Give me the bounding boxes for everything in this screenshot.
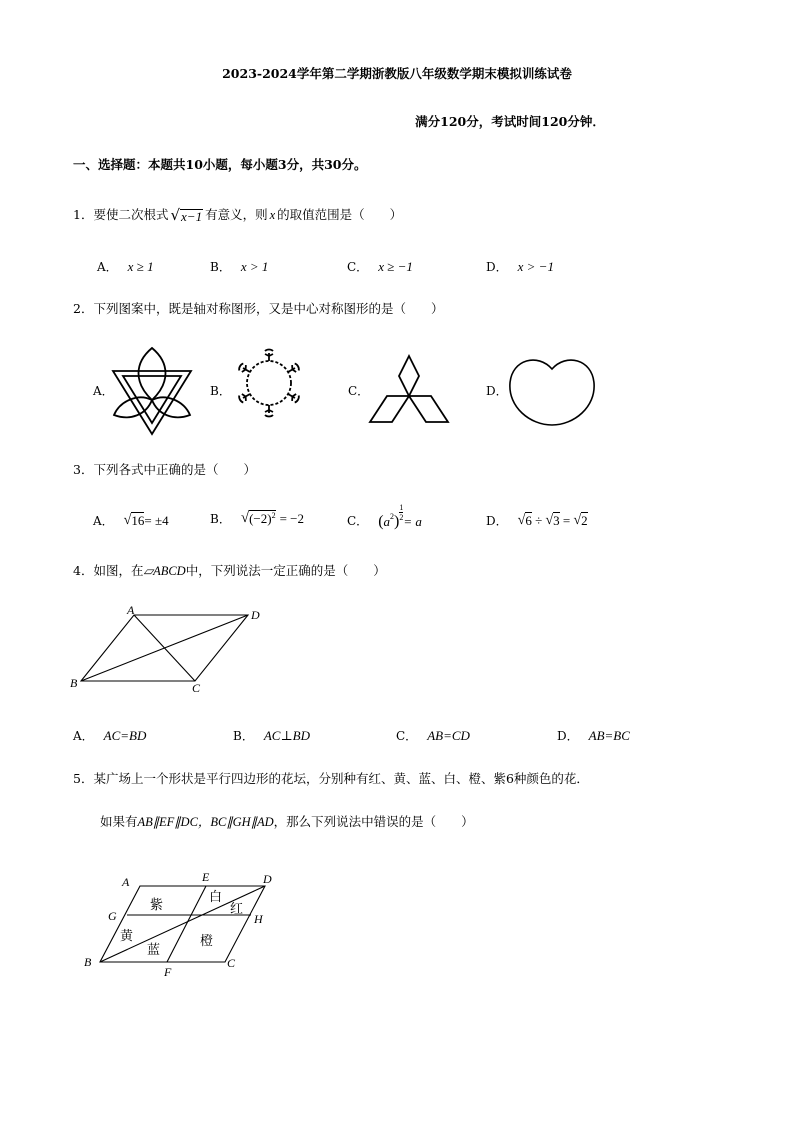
q4-pre: 4．如图，在: [73, 563, 144, 578]
q5-line-ef: [167, 886, 206, 962]
q4-point-d: D: [251, 608, 260, 622]
q5-point-f: F: [164, 965, 172, 979]
q5-point-h: H: [254, 912, 263, 926]
option-text: AC=BD: [103, 727, 147, 743]
option-text: AB=BC: [588, 727, 630, 743]
option-label: B．: [233, 729, 254, 743]
q5-point-a: A: [122, 875, 130, 889]
q3-option-c[interactable]: [347, 503, 422, 530]
q4-option-b[interactable]: [233, 727, 310, 744]
sqrt-sign: √: [545, 513, 554, 528]
q3-a-rest: = ±4: [144, 513, 169, 528]
q3-d-rad3: 2: [581, 513, 588, 528]
question-3-stem: 3．下列各式中正确的是（ ）: [73, 462, 256, 477]
q3-b-radicand: (−2): [249, 511, 272, 526]
q3-c-base: a: [383, 513, 391, 529]
question-4-stem: [73, 565, 386, 578]
q1-radicand: x−1: [181, 209, 203, 224]
q3-c-num: 1: [399, 503, 404, 512]
q1-option-b[interactable]: [210, 258, 268, 275]
q3-c-expr: [378, 503, 422, 531]
q3-b-rest: = −2: [279, 511, 304, 526]
q5-point-e: E: [202, 870, 210, 884]
option-text: x ≥ 1: [127, 258, 154, 274]
q4-diagonal-bd: [81, 615, 248, 681]
q4-shape: ▱ABCD: [143, 564, 186, 578]
option-label: A．: [73, 729, 94, 743]
q1-pre: 1．要使二次根式: [73, 207, 169, 223]
q5-region-orange: 橙: [200, 933, 214, 948]
q5-region-yellow: 黄: [120, 928, 134, 943]
q5-math: AB∥EF∥DC，BC∥GH∥AD: [137, 815, 274, 829]
q3-option-a[interactable]: [93, 512, 169, 529]
question-2-stem: 2．下列图案中，既是轴对称图形，又是中心对称图形的是（ ）: [73, 301, 444, 316]
q3-d-eq: =: [559, 513, 574, 528]
q5-region-red: 红: [230, 901, 244, 916]
q2-figure-a: [110, 345, 194, 435]
option-label: C．: [347, 260, 369, 274]
q3-a-expr: [124, 512, 169, 529]
q2-figure-d: [508, 355, 596, 427]
q4-point-a: A: [127, 603, 135, 617]
exam-title: 2023-2024学年第二学期浙教版八年级数学期末模拟训练试卷: [222, 66, 572, 81]
q2-figure-c: [368, 354, 450, 426]
q2-label-d[interactable]: D．: [486, 384, 508, 398]
q5-region-white: 白: [209, 889, 223, 904]
q3-a-radicand: 16: [131, 513, 145, 528]
paren-close: ): [394, 512, 400, 530]
q5-point-b: B: [84, 955, 92, 969]
q1-option-c[interactable]: [347, 258, 413, 275]
q4-option-c[interactable]: [396, 727, 470, 744]
q5-point-c: C: [227, 956, 236, 970]
sqrt-sign: √: [573, 513, 582, 528]
option-label: C．: [347, 514, 369, 528]
q4-point-b: B: [70, 676, 78, 690]
q2-figure-b: [232, 349, 306, 417]
q5-line-bd: [100, 886, 265, 962]
q3-c-rest: = a: [403, 513, 422, 529]
q5-point-d: D: [263, 872, 272, 886]
option-label: A．: [93, 514, 114, 528]
q1-option-a[interactable]: [97, 258, 154, 275]
q5-point-g: G: [108, 909, 117, 923]
q2-label-c[interactable]: C．: [348, 384, 370, 398]
option-label: D．: [486, 260, 508, 274]
sqrt-sign: √: [517, 513, 526, 528]
q3-option-d[interactable]: [486, 512, 588, 529]
exam-subtitle: 满分120分，考试时间120分钟．: [415, 114, 605, 129]
option-text: AB=CD: [427, 727, 470, 743]
q3-b-radicand-box: [249, 510, 276, 527]
q3-option-b[interactable]: [210, 510, 304, 527]
option-text: x > 1: [240, 258, 269, 274]
section-heading: 一、选择题：本题共10小题，每小题3分，共30分。: [73, 157, 367, 172]
option-text: x > −1: [517, 258, 554, 274]
q3-b-expr: [241, 510, 304, 527]
option-label: C．: [396, 729, 418, 743]
q1-radical: [170, 208, 203, 223]
q5-pre: 如果有: [100, 814, 138, 829]
q1-post: 有意义，则: [205, 207, 268, 223]
question-1-stem: [73, 208, 402, 223]
q5-flowerbed-figure: [80, 868, 285, 980]
option-label: D．: [557, 729, 579, 743]
q3-d-expr: [518, 512, 588, 529]
option-text: AC⊥BD: [263, 727, 310, 743]
q3-c-den: 2: [399, 513, 404, 522]
question-5-line1: 5．某广场上一个形状是平行四边形的花坛，分别种有红、黄、蓝、白、橙、紫6种颜色的花．: [73, 771, 589, 786]
q1-var: x: [269, 208, 276, 223]
q3-d-op: ÷: [531, 513, 546, 528]
q5-region-purple: 紫: [150, 897, 164, 912]
q4-option-a[interactable]: [73, 727, 146, 744]
paren-open: (: [378, 512, 384, 530]
option-label: A．: [97, 260, 118, 274]
sqrt-sign: √: [240, 510, 250, 526]
q1-post2: 的取值范围是（ ）: [277, 207, 403, 223]
sqrt-sign: √: [170, 206, 181, 224]
q4-option-d[interactable]: [557, 727, 630, 744]
q4-parallelogram-figure: [65, 603, 275, 695]
q1-option-d[interactable]: [486, 258, 554, 275]
q3-d-rad2: 3: [553, 513, 560, 528]
question-5-line2: [100, 816, 474, 829]
q5-region-blue: 蓝: [147, 942, 161, 957]
option-label: D．: [486, 514, 508, 528]
q3-b-exp: 2: [271, 511, 276, 520]
option-label: B．: [210, 512, 231, 526]
sqrt-sign: √: [123, 513, 132, 528]
q5-post: ，那么下列说法中错误的是（ ）: [273, 814, 474, 829]
q4-post: 中，下列说法一定正确的是（ ）: [185, 563, 386, 578]
q2-label-b[interactable]: B．: [210, 384, 231, 398]
option-text: x ≥ −1: [378, 258, 413, 274]
q3-c-inner-exp: 2: [390, 512, 395, 521]
option-label: B．: [210, 260, 231, 274]
q4-point-c: C: [192, 681, 201, 695]
q3-d-rad1: 6: [525, 513, 532, 528]
q3-c-fraction: [399, 503, 403, 522]
q2-label-a[interactable]: A．: [93, 384, 114, 398]
